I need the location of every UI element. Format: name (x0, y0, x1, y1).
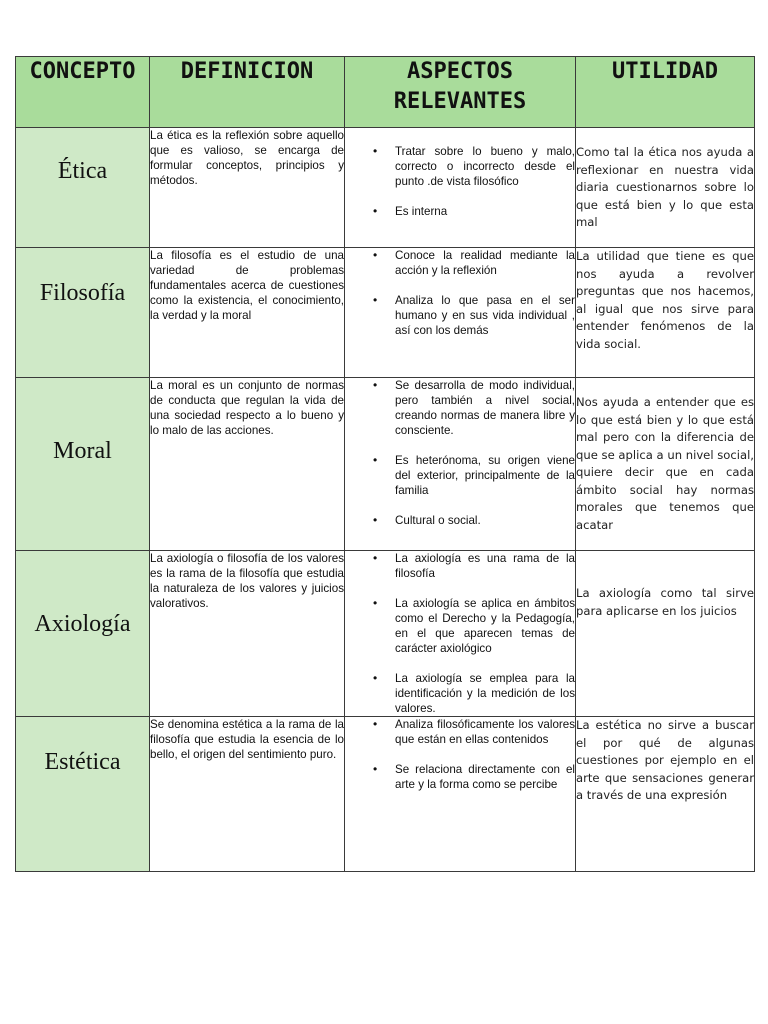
definition-cell: La filosofía es el estudio de una variedad de problemas fundamentales acerca de cuestiones como la existencia, el conocimiento, la verdad y la moral (150, 248, 345, 378)
concept-cell: Filosofía (16, 248, 150, 378)
definition-cell: La ética es la reflexión sobre aquello que es valioso, se encarga de formular conceptos, principios y métodos. (150, 128, 345, 248)
concept-table (15, 56, 755, 872)
list-item: • La axiología se emplea para la identificación y la medición de los valores. (373, 671, 575, 715)
definition-cell: La moral es un conjunto de normas de conducta que regulan la vida de una sociedad respecto a lo bueno y lo malo de las acciones. (150, 378, 345, 551)
list-item: • Se desarrolla de modo individual, pero también a nivel social, creando normas de manera libre y consciente. (373, 378, 575, 437)
aspects-cell (345, 248, 576, 378)
concept-cell: Axiología (16, 551, 150, 717)
list-item: • Es heterónoma, su origen viene del exterior, principalmente de la familia (373, 453, 575, 497)
aspects-cell (345, 717, 576, 872)
concept-cell: Moral (16, 378, 150, 551)
aspects-list (345, 248, 575, 338)
list-item: • Analiza lo que pasa en el ser humano y en sus vida individual , así con los demás (373, 293, 575, 337)
aspects-list (345, 378, 575, 528)
utility-cell: La estética no sirve a buscar el por qué de algunas cuestiones por ejemplo en el arte que sensaciones generar a través de una expresión (576, 717, 755, 872)
table-row (16, 717, 755, 872)
list-item: • Analiza filosóficamente los valores que están en ellas contenidos (373, 717, 575, 746)
table-row (16, 248, 755, 378)
list-item: • Conoce la realidad mediante la acción y la reflexión (373, 248, 575, 277)
aspects-list (345, 551, 575, 716)
definition-cell: La axiología o filosofía de los valores es la rama de la filosofía que estudia la naturaleza de los valores y juicios valorativos. (150, 551, 345, 717)
aspects-list (345, 144, 575, 219)
list-item: • Tratar sobre lo bueno y malo, correcto o incorrecto desde el punto .de vista filosófico (373, 144, 575, 188)
definition-cell: Se denomina estética a la rama de la filosofía que estudia la esencia de lo bello, el origen del sentimiento puro. (150, 717, 345, 872)
utility-cell: La axiología como tal sirve para aplicarse en los juicios (576, 551, 755, 717)
utility-cell: La utilidad que tiene es que nos ayuda a revolver preguntas que nos hacemos, al igual que nos sirve para entender fenómenos de la vida social. (576, 248, 755, 378)
utility-cell: Nos ayuda a entender que es lo que está bien y lo que está mal pero con la diferencia de que se aplica a un nivel social, quiere decir que en cada ámbito social hay normas morales que tenemos que acatar (576, 378, 755, 551)
table-row (16, 378, 755, 551)
aspects-cell (345, 378, 576, 551)
aspects-cell (345, 128, 576, 248)
header-row (16, 57, 755, 128)
header-utilidad: UTILIDAD (576, 57, 755, 128)
list-item: • Se relaciona directamente con el arte y la forma como se percibe (373, 762, 575, 791)
aspects-cell (345, 551, 576, 717)
list-item: • La axiología es una rama de la filosofía (373, 551, 575, 580)
header-aspectos: ASPECTOS RELEVANTES (345, 57, 576, 128)
concept-cell: Ética (16, 128, 150, 248)
list-item: • Cultural o social. (373, 513, 481, 527)
table-row (16, 551, 755, 717)
aspects-list (345, 717, 575, 792)
table-row (16, 128, 755, 248)
header-concepto: CONCEPTO (16, 57, 150, 128)
utility-cell: Como tal la ética nos ayuda a reflexionar en nuestra vida diaria cuestionarnos sobre lo que está bien y lo que esta mal (576, 128, 755, 248)
concept-cell: Estética (16, 717, 150, 872)
list-item: • Es interna (373, 204, 448, 218)
list-item: • La axiología se aplica en ámbitos como el Derecho y la Pedagogía, en el que aparecen temas de carácter axiológico (373, 596, 575, 655)
header-definicion: DEFINICION (150, 57, 345, 128)
